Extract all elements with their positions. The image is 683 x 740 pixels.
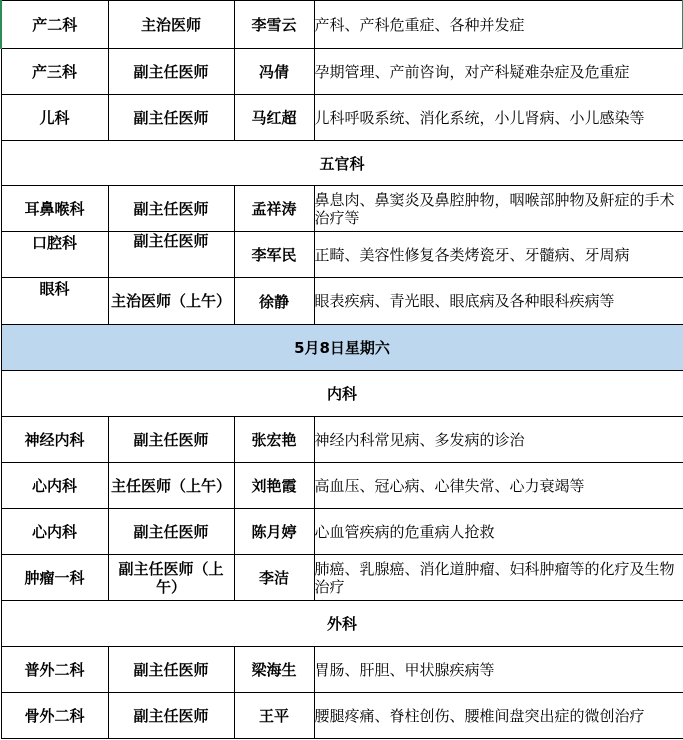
title-cell: 主治医师 (108, 1, 234, 49)
specialty-cell: 肺癌、乳腺癌、消化道肿瘤、妇科肿瘤等的化疗及生物治疗 (314, 555, 683, 601)
doctor-cell: 王平 (234, 693, 314, 739)
department-cell: 心内科 (1, 463, 108, 509)
title-cell: 副主任医师 (108, 232, 234, 278)
title-cell: 主任医师（上午） (108, 463, 234, 509)
doctor-cell: 冯倩 (234, 49, 314, 95)
title-cell: 副主任医师 (108, 95, 234, 141)
department-cell: 神经内科 (1, 417, 108, 463)
section-row (1, 371, 683, 417)
doctor-cell: 孟祥涛 (234, 186, 314, 232)
title-cell: 副主任医师（上午） (108, 555, 234, 601)
doctor-cell: 马红超 (234, 95, 314, 141)
specialty-cell: 腰腿疼痛、脊柱创伤、腰椎间盘突出症的微创治疗 (314, 693, 683, 739)
section-title: 外科 (1, 601, 683, 647)
department-cell: 骨外二科 (1, 693, 108, 739)
specialty-cell: 儿科呼吸系统、消化系统，小儿肾病、小儿感染等 (314, 95, 683, 141)
section-row (1, 141, 683, 186)
date-row (1, 325, 683, 371)
date-header: 5月8日星期六 (1, 325, 683, 371)
table-row (1, 49, 683, 95)
table-row (1, 693, 683, 739)
table-row (1, 232, 683, 278)
table-row (1, 95, 683, 141)
section-row (1, 601, 683, 647)
specialty-cell: 产科、产科危重症、各种并发症 (314, 1, 683, 49)
department-cell: 肿瘤一科 (1, 555, 108, 601)
specialty-cell: 心血管疾病的危重病人抢救 (314, 509, 683, 555)
doctor-cell: 刘艳霞 (234, 463, 314, 509)
department-cell: 产三科 (1, 49, 108, 95)
doctor-cell: 李军民 (234, 232, 314, 278)
department-cell: 心内科 (1, 509, 108, 555)
title-cell: 副主任医师 (108, 417, 234, 463)
doctor-cell: 陈月婷 (234, 509, 314, 555)
title-cell: 副主任医师 (108, 49, 234, 95)
specialty-cell: 高血压、冠心病、心律失常、心力衰竭等 (314, 463, 683, 509)
doctor-cell: 李洁 (234, 555, 314, 601)
doctor-cell: 李雪云 (234, 1, 314, 49)
title-cell: 副主任医师 (108, 509, 234, 555)
department-cell: 普外二科 (1, 647, 108, 693)
table-row (1, 647, 683, 693)
title-cell: 副主任医师 (108, 186, 234, 232)
specialty-cell: 孕期管理、产前咨询，对产科疑难杂症及危重症 (314, 49, 683, 95)
department-cell: 眼科 (1, 278, 108, 325)
specialty-cell: 神经内科常见病、多发病的诊治 (314, 417, 683, 463)
title-cell: 主治医师（上午） (108, 278, 234, 325)
section-title: 内科 (1, 371, 683, 417)
table-row (1, 463, 683, 509)
section-title: 五官科 (1, 141, 683, 186)
doctor-cell: 梁海生 (234, 647, 314, 693)
table-row (1, 1, 683, 49)
department-cell: 产二科 (1, 1, 108, 49)
table-row (1, 278, 683, 325)
table-row (1, 509, 683, 555)
department-cell: 口腔科 (1, 232, 108, 278)
department-cell: 耳鼻喉科 (1, 186, 108, 232)
specialty-cell: 眼表疾病、青光眼、眼底病及各种眼科疾病等 (314, 278, 683, 325)
title-cell: 副主任医师 (108, 647, 234, 693)
table-row (1, 186, 683, 232)
doctor-cell: 张宏艳 (234, 417, 314, 463)
department-cell: 儿科 (1, 95, 108, 141)
specialty-cell: 正畸、美容性修复各类烤瓷牙、牙髓病、牙周病 (314, 232, 683, 278)
table-row (1, 555, 683, 601)
doctor-cell: 徐静 (234, 278, 314, 325)
specialty-cell: 胃肠、肝胆、甲状腺疾病等 (314, 647, 683, 693)
specialty-cell: 鼻息肉、鼻窦炎及鼻腔肿物，咽喉部肿物及鼾症的手术治疗等 (314, 186, 683, 232)
title-cell: 副主任医师 (108, 693, 234, 739)
table-row (1, 417, 683, 463)
